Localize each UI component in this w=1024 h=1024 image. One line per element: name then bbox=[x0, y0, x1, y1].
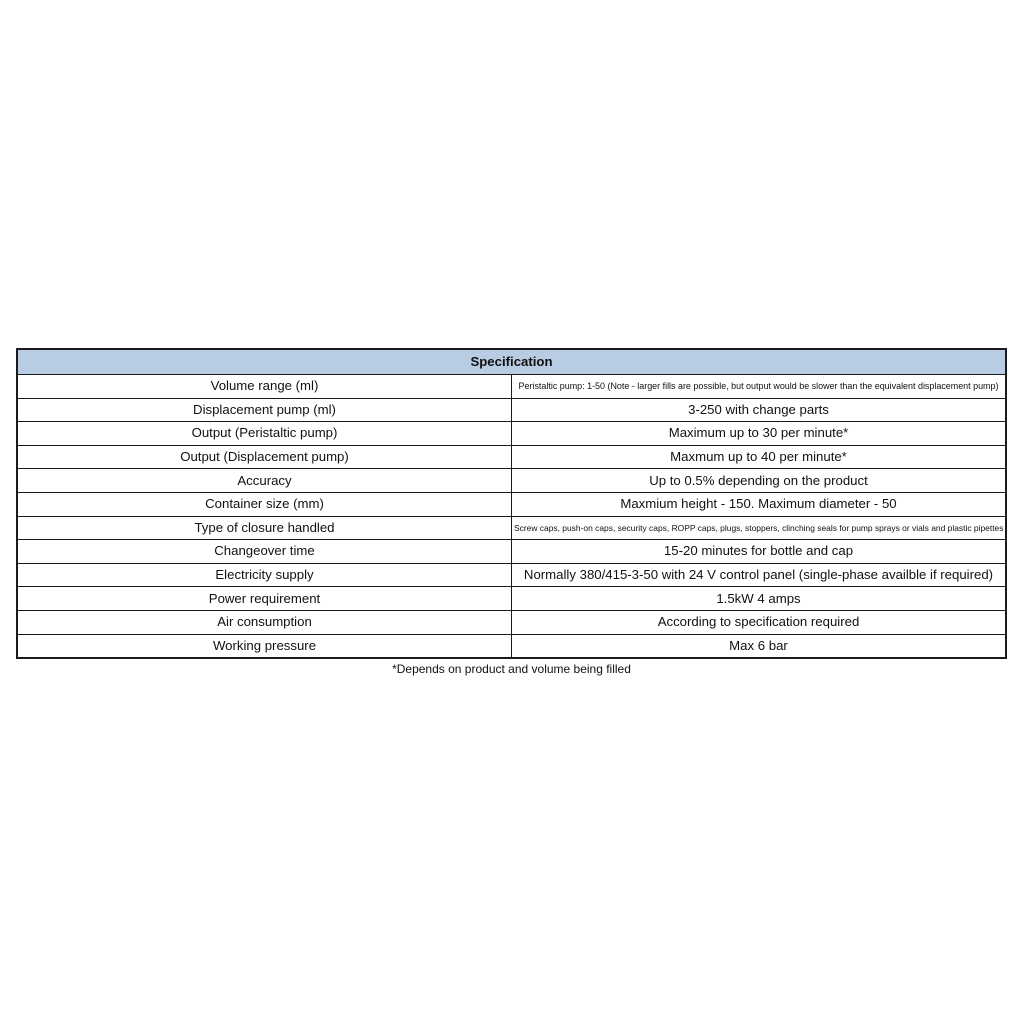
row-value: Peristaltic pump: 1-50 (Note - larger fills are possible, but output would be slower than the equivalent displacement pump) bbox=[512, 375, 1007, 399]
row-label: Type of closure handled bbox=[17, 516, 512, 540]
table-row bbox=[17, 540, 1006, 564]
table-row bbox=[17, 375, 1006, 399]
row-label: Container size (mm) bbox=[17, 492, 512, 516]
row-value: Screw caps, push-on caps, security caps, ROPP caps, plugs, stoppers, clinching seals for pump sprays or vials and plastic pipettes bbox=[512, 516, 1007, 540]
row-value: Normally 380/415-3-50 with 24 V control panel (single-phase availble if required) bbox=[512, 563, 1007, 587]
table-row bbox=[17, 492, 1006, 516]
row-value: Max 6 bar bbox=[512, 634, 1007, 658]
row-value: Maxmum up to 40 per minute* bbox=[512, 445, 1007, 469]
row-value: 15-20 minutes for bottle and cap bbox=[512, 540, 1007, 564]
row-label: Electricity supply bbox=[17, 563, 512, 587]
row-label: Working pressure bbox=[17, 634, 512, 658]
row-label: Displacement pump (ml) bbox=[17, 398, 512, 422]
row-value: Up to 0.5% depending on the product bbox=[512, 469, 1007, 493]
row-value: 3-250 with change parts bbox=[512, 398, 1007, 422]
row-value: 1.5kW 4 amps bbox=[512, 587, 1007, 611]
table-row bbox=[17, 587, 1006, 611]
specification-table-container bbox=[16, 348, 1007, 677]
row-label: Output (Displacement pump) bbox=[17, 445, 512, 469]
row-label: Volume range (ml) bbox=[17, 375, 512, 399]
table-row bbox=[17, 634, 1006, 658]
table-header-row bbox=[17, 349, 1006, 375]
row-label: Power requirement bbox=[17, 587, 512, 611]
table-row bbox=[17, 469, 1006, 493]
row-label: Output (Peristaltic pump) bbox=[17, 422, 512, 446]
table-row bbox=[17, 516, 1006, 540]
table-row bbox=[17, 422, 1006, 446]
table-row bbox=[17, 610, 1006, 634]
row-value: Maximum up to 30 per minute* bbox=[512, 422, 1007, 446]
table-row bbox=[17, 563, 1006, 587]
row-label: Air consumption bbox=[17, 610, 512, 634]
table-header: Specification bbox=[17, 349, 1006, 375]
row-label: Changeover time bbox=[17, 540, 512, 564]
table-row bbox=[17, 398, 1006, 422]
specification-table bbox=[16, 348, 1007, 659]
row-label: Accuracy bbox=[17, 469, 512, 493]
table-row bbox=[17, 445, 1006, 469]
row-value: According to specification required bbox=[512, 610, 1007, 634]
footnote: *Depends on product and volume being filled bbox=[392, 662, 631, 677]
row-value: Maxmium height - 150. Maximum diameter - 50 bbox=[512, 492, 1007, 516]
